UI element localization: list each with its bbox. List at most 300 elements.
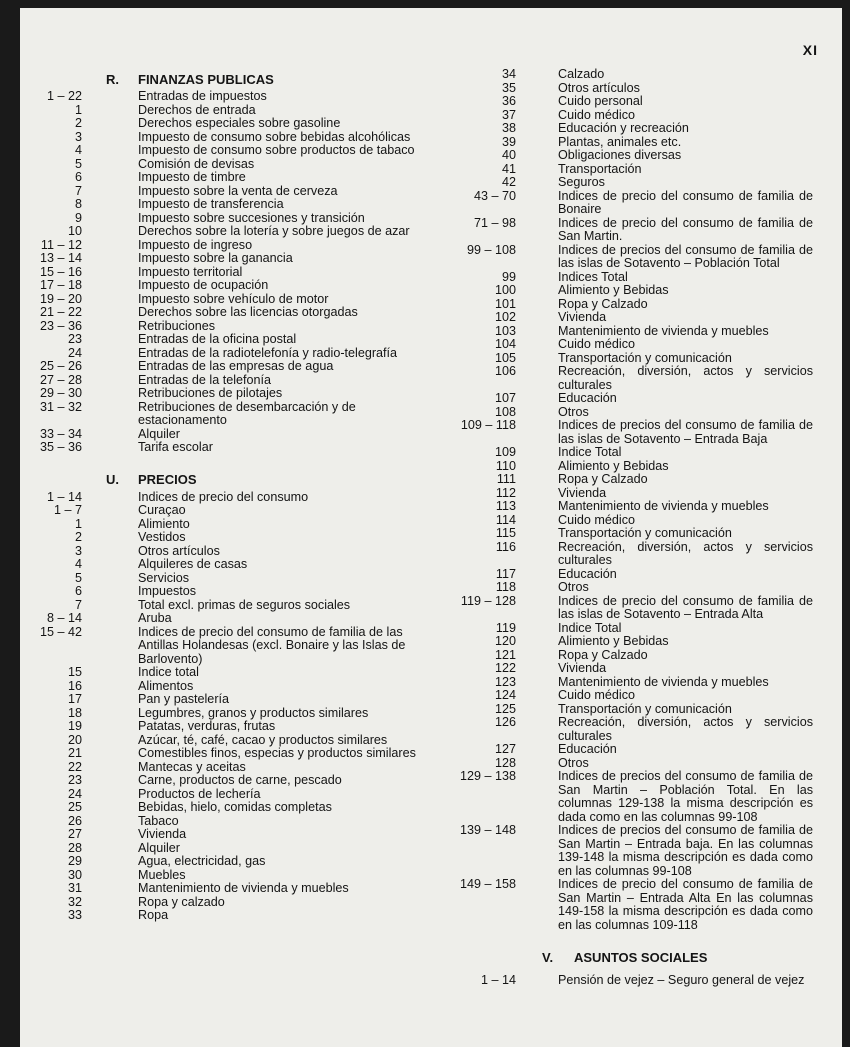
right-column <box>420 68 820 988</box>
column-range: 18 <box>67 705 82 720</box>
item-description: Otros artículos <box>558 80 640 95</box>
list-item <box>420 109 820 123</box>
item-description: Indices de precio del consumo de familia de San Martin – Entrada Alta En las columnas 149-158 la misma descripción es dada como en las columnas 109-118 <box>558 877 813 932</box>
list-item <box>20 761 415 775</box>
item-description: Obligaciones diversas <box>558 148 682 162</box>
list-item <box>20 225 415 239</box>
item-description: Alquileres de casas <box>138 557 248 571</box>
item-description: Indices de precios del consumo de familia de San Martin – Población Total. En las columnas 129-138 la misma descripción es dada como en las columnas 99-108 <box>558 769 813 824</box>
section-title: ASUNTOS SOCIALES <box>574 949 708 965</box>
column-range: 30 <box>67 867 82 882</box>
column-range: 122 <box>494 661 516 675</box>
column-range: 35 <box>501 80 516 95</box>
item-description: Seguros <box>558 175 605 189</box>
list-item <box>20 90 415 104</box>
list-item <box>420 149 820 163</box>
list-item <box>420 527 820 541</box>
list-item <box>420 662 820 676</box>
column-range: 117 <box>495 566 516 581</box>
column-range: 23 <box>67 773 82 787</box>
list-item <box>20 774 415 788</box>
column-range: 10 <box>67 224 82 238</box>
list-item <box>420 568 820 582</box>
item-description: Indice Total <box>558 620 622 635</box>
item-description: Entradas de las empresas de agua <box>138 359 334 373</box>
item-description: Impuesto sobre la ganancia <box>138 251 293 265</box>
list-item <box>420 514 820 528</box>
list-item <box>420 95 820 109</box>
list-item <box>20 491 415 505</box>
list-item <box>20 504 415 518</box>
item-description: Indices de precio del consumo de familia de San Martin. <box>558 215 813 243</box>
column-range: 127 <box>494 742 516 756</box>
column-range: 3 <box>74 129 82 144</box>
item-description: Otros <box>558 755 589 770</box>
column-range: 121 <box>494 647 516 662</box>
item-description: Derechos sobre la lotería y sobre juegos de azar <box>138 224 410 238</box>
item-description: Indices de precios del consumo de familia de San Martin – Entrada baja. En las columnas 139-148 la misma descripción es dada como en las columnas 99-108 <box>558 823 813 878</box>
section-u-list <box>20 491 415 923</box>
list-item <box>20 788 415 802</box>
column-range: 1 – 14 <box>480 973 516 987</box>
list-item <box>20 239 415 253</box>
list-item <box>20 545 415 559</box>
item-description: Impuesto sobre succesiones y transición <box>138 210 365 225</box>
item-description: Alimiento y Bebidas <box>558 283 669 297</box>
item-description: Azúcar, té, café, cacao y productos similares <box>138 732 388 747</box>
item-description: Cuido personal <box>558 94 643 108</box>
item-description: Muebles <box>138 867 186 882</box>
list-item <box>420 338 820 352</box>
column-range: 13 – 14 <box>39 251 82 265</box>
list-item <box>420 176 820 190</box>
column-range: 24 <box>67 786 82 801</box>
column-range: 105 <box>494 350 516 365</box>
column-range: 32 <box>67 894 82 909</box>
list-item <box>420 68 820 82</box>
column-range: 125 <box>494 701 516 716</box>
item-description: Indice total <box>138 665 199 679</box>
list-item <box>420 392 820 406</box>
item-description: Pensión de vejez – Seguro general de vejez <box>558 973 805 987</box>
item-description: Educación <box>558 391 617 405</box>
item-description: Educación <box>558 566 617 581</box>
column-range: 33 – 34 <box>39 426 82 441</box>
column-range: 27 <box>67 827 82 841</box>
list-item <box>420 419 820 446</box>
column-range: 119 – 128 <box>460 593 516 608</box>
item-description: Educación y recreación <box>558 121 689 135</box>
item-description: Vivienda <box>558 661 607 675</box>
list-item <box>420 136 820 150</box>
column-range: 19 <box>67 719 82 733</box>
list-item <box>420 974 820 988</box>
column-range: 37 <box>501 107 516 122</box>
list-item <box>420 743 820 757</box>
list-item <box>420 244 820 271</box>
column-range: 111 <box>496 472 516 486</box>
column-range: 17 – 18 <box>39 278 82 292</box>
list-item <box>20 401 415 428</box>
section-title: FINANZAS PUBLICAS <box>138 71 274 87</box>
column-range: 139 – 148 <box>459 823 516 837</box>
column-range: 113 <box>495 499 516 513</box>
item-description: Indices Total <box>558 269 628 284</box>
column-range: 2 <box>74 116 82 130</box>
column-range: 1 – 22 <box>46 89 82 103</box>
item-description: Mantenimiento de vivienda y muebles <box>558 674 769 689</box>
item-description: Indices de precio del consumo <box>138 489 309 504</box>
column-range: 149 – 158 <box>459 877 516 891</box>
list-item <box>20 212 415 226</box>
column-range: 28 <box>67 840 82 855</box>
left-column <box>20 68 415 923</box>
list-item <box>420 676 820 690</box>
item-description: Otros <box>558 404 589 419</box>
list-item <box>20 882 415 896</box>
section-letter: V. <box>542 949 554 965</box>
list-item <box>20 896 415 910</box>
item-description: Recreación, diversión, actos y servicios culturales <box>558 364 813 392</box>
column-range: 8 – 14 <box>46 611 82 625</box>
column-range: 123 <box>494 674 516 689</box>
column-range: 23 <box>67 332 82 346</box>
section-v-heading <box>418 946 820 968</box>
list-item <box>20 441 415 455</box>
list-item <box>20 531 415 545</box>
item-description: Impuesto de transferencia <box>138 197 284 211</box>
column-range: 109 – 118 <box>460 418 516 432</box>
item-description: Alquiler <box>138 426 180 441</box>
list-item <box>20 612 415 626</box>
item-description: Legumbres, granos y productos similares <box>138 705 369 720</box>
item-description: Impuesto de consumo sobre productos de tabaco <box>138 143 415 157</box>
list-item <box>20 828 415 842</box>
list-item <box>20 185 415 199</box>
column-range: 19 – 20 <box>39 291 82 306</box>
item-description: Vivienda <box>138 827 187 841</box>
list-item <box>20 707 415 721</box>
list-item <box>420 82 820 96</box>
item-description: Otros artículos <box>138 543 220 558</box>
column-range: 15 – 42 <box>39 624 82 639</box>
column-range: 31 <box>67 881 82 895</box>
list-item <box>420 716 820 743</box>
list-item <box>20 747 415 761</box>
item-description: Comestibles finos, especias y productos similares <box>138 746 416 760</box>
section-letter: R. <box>106 71 119 87</box>
item-description: Productos de lechería <box>138 786 261 801</box>
list-item <box>20 171 415 185</box>
item-description: Mantenimiento de vivienda y muebles <box>558 323 769 338</box>
column-range: 15 – 16 <box>39 264 82 279</box>
list-item <box>420 581 820 595</box>
list-item <box>420 298 820 312</box>
item-description: Patatas, verduras, frutas <box>138 719 276 733</box>
list-item <box>20 666 415 680</box>
column-range: 1 <box>74 102 82 117</box>
list-item <box>420 217 820 244</box>
column-range: 112 <box>495 485 516 500</box>
item-description: Impuesto territorial <box>138 264 243 279</box>
list-item <box>420 824 820 878</box>
list-item <box>20 198 415 212</box>
item-description: Agua, electricidad, gas <box>138 854 266 868</box>
list-item <box>20 158 415 172</box>
list-item <box>20 117 415 131</box>
item-description: Transportación y comunicación <box>558 350 732 365</box>
item-description: Tarifa escolar <box>138 440 213 454</box>
item-description: Retribuciones de desembarcación y de estacionamento <box>138 399 356 427</box>
list-item <box>420 757 820 771</box>
list-item <box>20 680 415 694</box>
column-range: 4 <box>74 143 82 157</box>
item-description: Vivienda <box>558 485 607 500</box>
list-item <box>420 595 820 622</box>
column-range: 15 <box>67 665 82 679</box>
list-item <box>420 163 820 177</box>
column-range: 5 <box>74 570 82 585</box>
item-description: Carne, productos de carne, pescado <box>138 773 342 787</box>
item-description: Bebidas, hielo, comidas completas <box>138 800 332 814</box>
list-item <box>20 320 415 334</box>
item-description: Ropa <box>138 908 169 922</box>
list-item <box>420 500 820 514</box>
item-description: Ropa y Calzado <box>558 647 648 662</box>
list-item <box>420 703 820 717</box>
page-number: XI <box>802 42 818 58</box>
column-range: 17 <box>67 692 82 706</box>
column-range: 16 <box>67 678 82 693</box>
column-range: 7 <box>74 597 82 612</box>
list-item <box>20 801 415 815</box>
list-item <box>20 104 415 118</box>
column-range: 1 – 7 <box>53 503 82 517</box>
column-range: 21 – 22 <box>39 305 82 319</box>
list-item <box>420 446 820 460</box>
list-item <box>420 878 820 932</box>
list-item <box>20 266 415 280</box>
column-range: 108 <box>494 404 516 419</box>
column-range: 114 <box>495 512 516 527</box>
item-description: Impuesto de timbre <box>138 170 246 184</box>
item-description: Indices de precio del consumo de familia de Bonaire <box>558 188 813 216</box>
list-item <box>20 720 415 734</box>
item-description: Pan y pastelería <box>138 692 230 706</box>
column-range: 110 <box>495 458 516 473</box>
column-range: 119 <box>495 620 516 635</box>
column-range: 22 <box>67 759 82 774</box>
list-item <box>20 306 415 320</box>
item-description: Comisión de devisas <box>138 156 255 171</box>
list-item <box>420 622 820 636</box>
list-item <box>420 770 820 824</box>
item-description: Derechos sobre las licencias otorgadas <box>138 305 358 319</box>
item-description: Ropa y calzado <box>138 894 225 909</box>
column-range: 42 <box>501 175 516 189</box>
column-range: 8 <box>74 197 82 211</box>
column-range: 71 – 98 <box>473 215 516 230</box>
list-item <box>20 909 415 923</box>
list-item <box>420 460 820 474</box>
column-range: 115 <box>495 526 516 540</box>
item-description: Tabaco <box>138 813 179 828</box>
column-range: 31 – 32 <box>39 399 82 414</box>
item-description: Indices de precio del consumo de familia de las Antillas Holandesas (excl. Bonaire y las Islas de Barlovento) <box>138 624 406 666</box>
list-item <box>420 190 820 217</box>
column-range: 21 <box>67 746 82 760</box>
list-item <box>20 347 415 361</box>
column-range: 2 <box>74 530 82 544</box>
list-item <box>20 144 415 158</box>
list-item <box>20 815 415 829</box>
column-range: 24 <box>67 345 82 360</box>
column-range: 126 <box>494 715 516 729</box>
section-r-heading <box>20 68 415 90</box>
item-description: Calzado <box>558 67 605 81</box>
item-description: Servicios <box>138 570 190 585</box>
list-item <box>20 360 415 374</box>
list-item <box>420 635 820 649</box>
item-description: Vivienda <box>558 310 607 324</box>
list-item <box>20 252 415 266</box>
item-description: Impuesto de consumo sobre bebidas alcohólicas <box>138 129 411 144</box>
item-description: Otros <box>558 580 589 594</box>
column-range: 102 <box>494 310 516 324</box>
column-range: 5 <box>74 156 82 171</box>
column-range: 27 – 28 <box>39 372 82 387</box>
column-range: 101 <box>494 296 516 311</box>
item-description: Ropa y Calzado <box>558 472 648 486</box>
list-item <box>420 689 820 703</box>
column-range: 3 <box>74 543 82 558</box>
list-item <box>20 855 415 869</box>
item-description: Mantenimiento de vivienda y muebles <box>138 881 349 895</box>
item-description: Recreación, diversión, actos y servicios culturales <box>558 715 813 743</box>
item-description: Transportación y comunicación <box>558 701 732 716</box>
list-item <box>420 271 820 285</box>
column-range: 107 <box>494 391 516 405</box>
column-range: 99 – 108 <box>466 242 516 257</box>
list-item <box>20 693 415 707</box>
column-range: 4 <box>74 557 82 571</box>
section-u-continued-list <box>420 68 820 932</box>
column-range: 118 <box>495 580 516 594</box>
item-description: Mantenimiento de vivienda y muebles <box>558 499 769 513</box>
column-range: 120 <box>494 634 516 648</box>
item-description: Cuido médico <box>558 337 636 351</box>
list-item <box>420 325 820 339</box>
item-description: Alimentos <box>138 678 194 693</box>
section-letter: U. <box>106 472 119 487</box>
item-description: Recreación, diversión, actos y servicios culturales <box>558 539 813 567</box>
column-range: 6 <box>74 170 82 184</box>
item-description: Transportación y comunicación <box>558 526 732 540</box>
item-description: Vestidos <box>138 530 186 544</box>
item-description: Impuesto de ocupación <box>138 278 269 292</box>
list-item <box>20 626 415 667</box>
column-range: 99 <box>501 269 516 284</box>
column-range: 26 <box>67 813 82 828</box>
item-description: Cuido médico <box>558 512 636 527</box>
item-description: Transportación <box>558 161 642 176</box>
list-item <box>20 842 415 856</box>
column-range: 104 <box>494 337 516 351</box>
column-range: 40 <box>501 148 516 162</box>
item-description: Entradas de impuestos <box>138 89 267 103</box>
section-r-list <box>20 90 415 455</box>
item-description: Plantas, animales etc. <box>558 134 682 149</box>
item-description: Indices de precios del consumo de familia de las islas de Sotavento – Entrada Baja <box>558 418 813 446</box>
column-range: 41 <box>501 161 516 176</box>
list-item <box>420 487 820 501</box>
column-range: 9 <box>74 210 82 225</box>
item-description: Impuesto sobre vehículo de motor <box>138 291 329 306</box>
list-item <box>420 649 820 663</box>
column-range: 116 <box>495 539 516 554</box>
list-item <box>20 518 415 532</box>
column-range: 33 <box>67 908 82 922</box>
list-item <box>20 293 415 307</box>
list-item <box>20 428 415 442</box>
item-description: Indice Total <box>558 445 622 459</box>
column-range: 25 <box>67 800 82 814</box>
column-range: 7 <box>74 183 82 198</box>
list-item <box>420 541 820 568</box>
column-range: 38 <box>501 121 516 135</box>
column-range: 20 <box>67 732 82 747</box>
list-item <box>20 572 415 586</box>
list-item <box>20 585 415 599</box>
item-description: Aruba <box>138 611 172 625</box>
item-description: Mantecas y aceitas <box>138 759 246 774</box>
list-item <box>420 311 820 325</box>
item-description: Alimiento y Bebidas <box>558 458 669 473</box>
item-description: Alquiler <box>138 840 180 855</box>
list-item <box>420 406 820 420</box>
item-description: Derechos de entrada <box>138 102 256 117</box>
column-range: 100 <box>494 283 516 297</box>
list-item <box>420 352 820 366</box>
item-description: Indices de precio del consumo de familia de las islas de Sotavento – Entrada Alta <box>558 593 813 621</box>
column-range: 34 <box>501 67 516 81</box>
column-range: 6 <box>74 584 82 598</box>
column-range: 35 – 36 <box>39 440 82 454</box>
section-title: PRECIOS <box>138 472 197 487</box>
item-description: Cuido médico <box>558 688 636 702</box>
column-range: 1 <box>74 516 82 531</box>
item-description: Cuido médico <box>558 107 636 122</box>
item-description: Alimiento y Bebidas <box>558 634 669 648</box>
list-item <box>420 473 820 487</box>
list-item <box>20 131 415 145</box>
column-range: 11 – 12 <box>40 237 82 252</box>
list-item <box>20 869 415 883</box>
list-item <box>20 333 415 347</box>
item-description: Impuesto de ingreso <box>138 237 253 252</box>
list-item <box>20 734 415 748</box>
item-description: Educación <box>558 742 617 756</box>
item-description: Impuestos <box>138 584 197 598</box>
item-description: Ropa y Calzado <box>558 296 648 311</box>
item-description: Retribuciones de pilotajes <box>138 386 283 400</box>
item-description: Indices de precios del consumo de familia de las islas de Sotavento – Población Total <box>558 242 813 270</box>
item-description: Entradas de la radiotelefonía y radio-telegrafía <box>138 345 398 360</box>
column-range: 36 <box>501 94 516 108</box>
list-item <box>420 365 820 392</box>
item-description: Impuesto sobre la venta de cerveza <box>138 183 338 198</box>
item-description: Retribuciones <box>138 318 216 333</box>
